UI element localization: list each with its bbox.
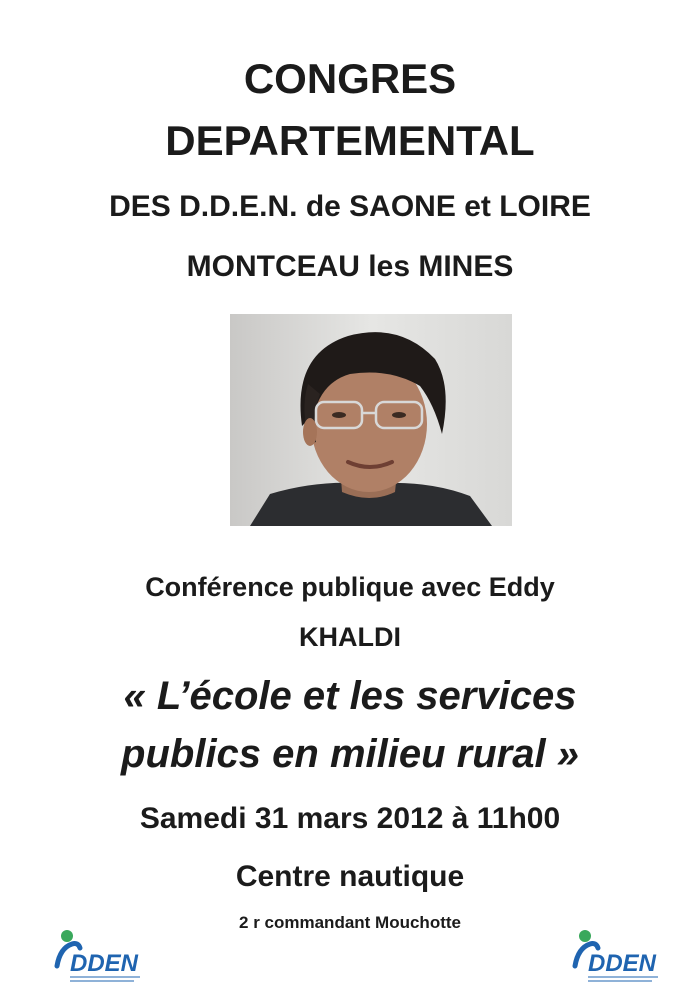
- speaker-photo: [230, 314, 512, 526]
- event-date: Samedi 31 mars 2012 à 11h00: [139, 802, 561, 835]
- dden-logo-left: [52, 926, 152, 986]
- dden-logo-right: [570, 926, 670, 986]
- title-line-4: MONTCEAU les MINES: [186, 250, 514, 283]
- quote-line-2: publics en milieu rural »: [121, 732, 579, 776]
- title-line-3: DES D.D.E.N. de SAONE et LOIRE: [109, 190, 591, 223]
- title-line-2: DEPARTEMENTAL: [165, 117, 535, 164]
- dden-person-icon: [570, 926, 670, 986]
- dden-person-icon: [52, 926, 152, 986]
- event-place: Centre nautique: [235, 860, 465, 893]
- quote-line-1: « L’école et les services: [123, 674, 577, 718]
- event-address: 2 r commandant Mouchotte: [239, 913, 461, 932]
- dden-logo-text: DDEN: [588, 950, 657, 977]
- conference-speaker-name: KHALDI: [299, 622, 401, 652]
- title-line-1: CONGRES: [243, 55, 457, 102]
- dden-logo-text: DDEN: [70, 950, 139, 977]
- conference-line-1: Conférence publique avec Eddy: [145, 572, 555, 602]
